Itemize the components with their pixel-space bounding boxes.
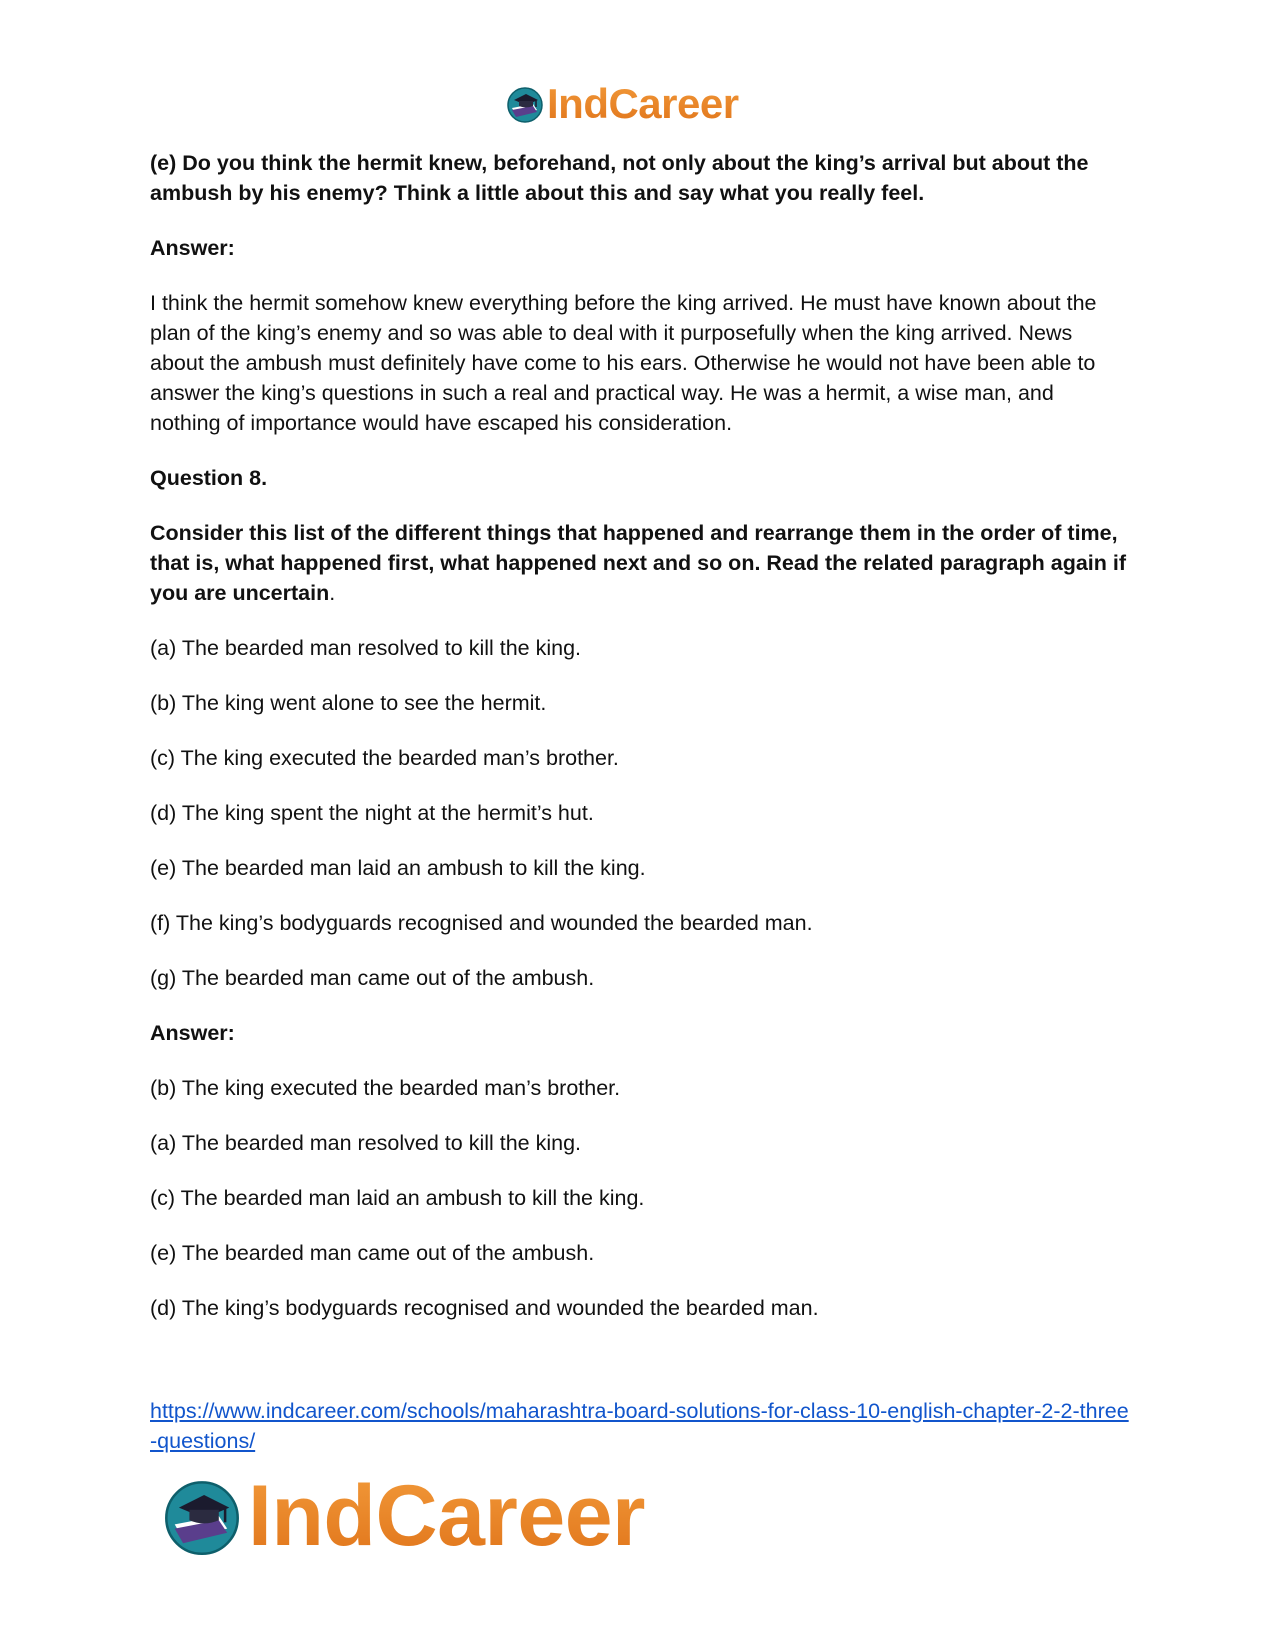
document-body — [150, 148, 1130, 1348]
question-8-prompt — [150, 518, 1130, 608]
header-logo-text: IndCareer — [547, 80, 739, 127]
list-item: (c) The king executed the bearded man’s brother. — [150, 746, 619, 770]
list-item: (a) The bearded man resolved to kill the king. — [150, 636, 582, 660]
footer-logo-text: IndCareer — [248, 1468, 645, 1564]
question-e-answer-label: Answer: — [150, 236, 235, 260]
question-e-answer-text: I think the hermit somehow knew everything before the king arrived. He must have known about the plan of the king’s enemy and so was able to deal with it purposefully when the king arrived. News about the ambush must definitely have come to his ears. Otherwise he would not have been able to answer the king’s questions in such a real and practical way. He was a hermit, a wise man, and nothing of importance would have escaped his consideration. — [150, 291, 1097, 435]
graduation-cap-book-globe-icon — [505, 84, 545, 124]
list-item: (g) The bearded man came out of the ambush. — [150, 966, 595, 990]
answer-item: (b) The king executed the bearded man’s brother. — [150, 1076, 621, 1100]
answer-item: (d) The king’s bodyguards recognised and wounded the bearded man. — [150, 1296, 819, 1320]
question-8-answer-label: Answer: — [150, 1021, 235, 1045]
header-logo — [505, 80, 739, 128]
list-item: (d) The king spent the night at the hermit’s hut. — [150, 801, 594, 825]
answer-item: (e) The bearded man came out of the ambush. — [150, 1241, 595, 1265]
question-8-prompt-end: . — [329, 581, 336, 605]
list-item: (b) The king went alone to see the hermit. — [150, 691, 547, 715]
list-item: (e) The bearded man laid an ambush to kill the king. — [150, 856, 646, 880]
question-8-title: Question 8. — [150, 466, 268, 490]
list-item: (f) The king’s bodyguards recognised and wounded the bearded man. — [150, 911, 813, 935]
source-link[interactable]: https://www.indcareer.com/schools/maharashtra-board-solutions-for-class-10-english-chapter-2-2-three-questions/ — [150, 1399, 1129, 1453]
question-e-text: (e) Do you think the hermit knew, beforehand, not only about the king’s arrival but about the ambush by his enemy? Think a little about this and say what you really feel. — [150, 151, 1089, 205]
graduation-cap-book-globe-icon — [160, 1474, 244, 1558]
footer-logo — [160, 1468, 645, 1564]
answer-item: (c) The bearded man laid an ambush to kill the king. — [150, 1186, 645, 1210]
question-8-prompt-text: Consider this list of the different things that happened and rearrange them in the order of time, that is, what happened first, what happened next and so on. Read the related paragraph again if you are uncertain — [150, 521, 1127, 605]
answer-item: (a) The bearded man resolved to kill the king. — [150, 1131, 582, 1155]
